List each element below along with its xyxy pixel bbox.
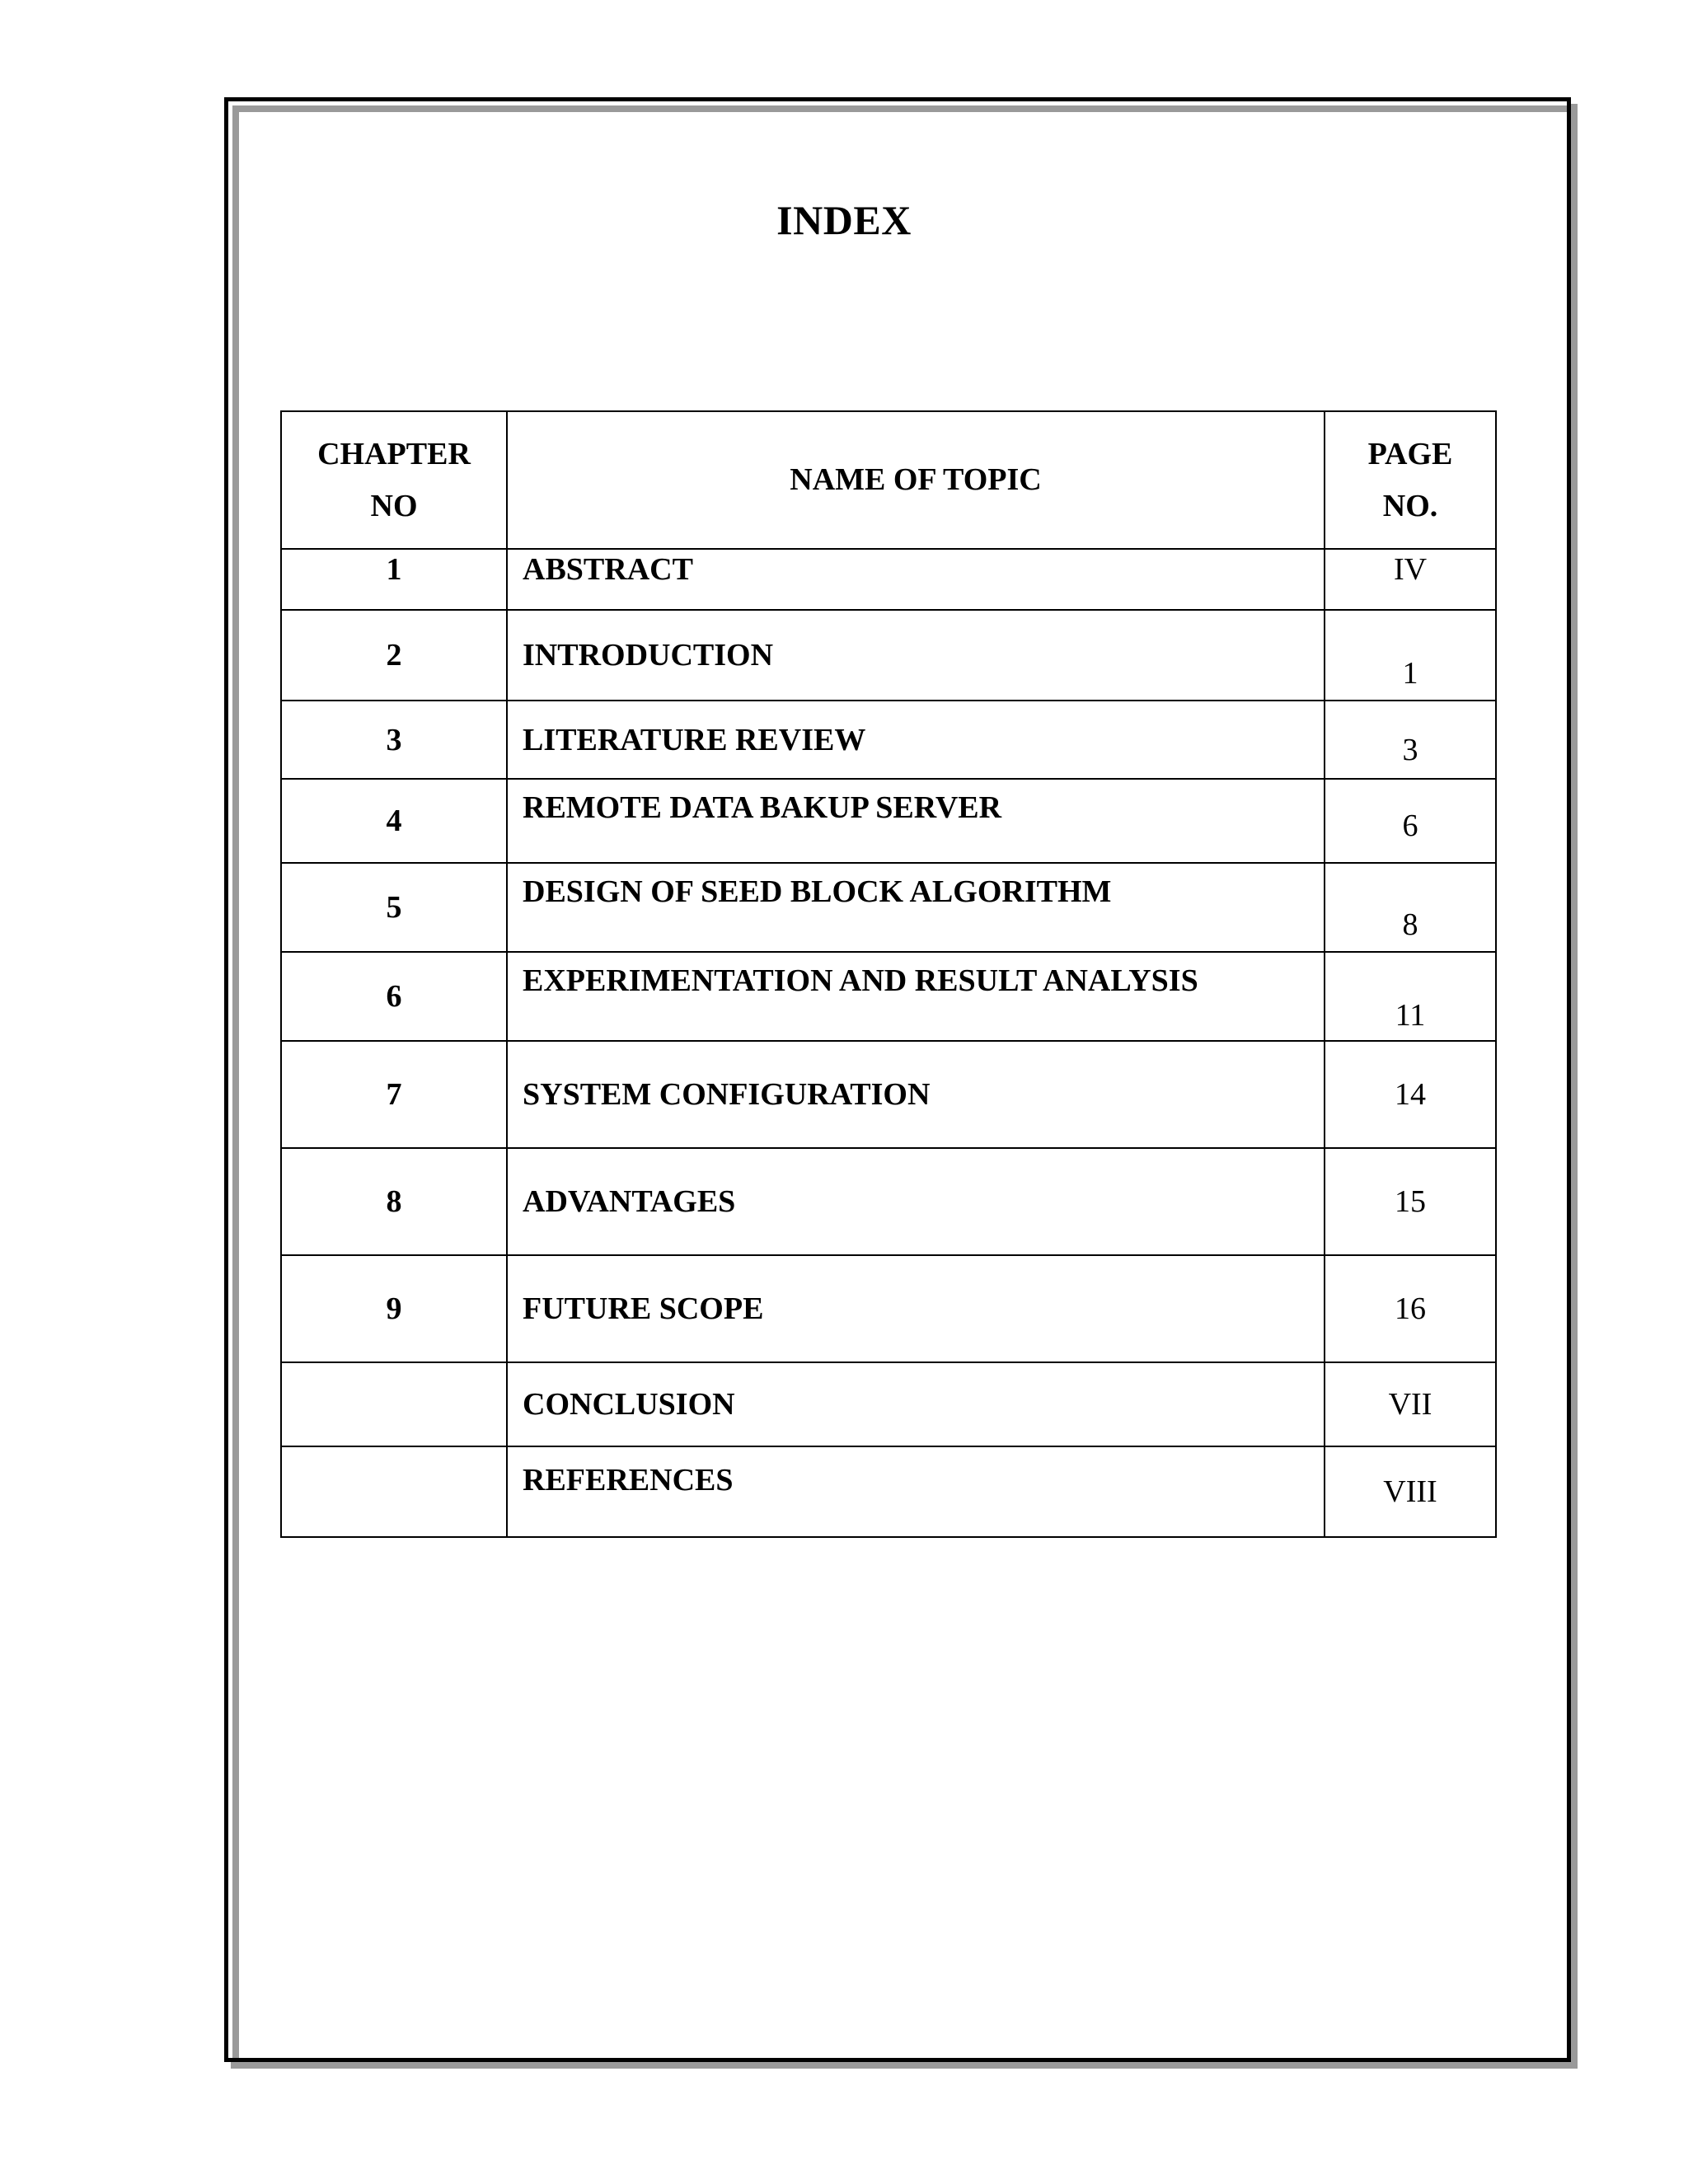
- page-title: INDEX: [776, 197, 912, 243]
- chapter-number: 1: [281, 549, 507, 610]
- chapter-number: 6: [281, 952, 507, 1041]
- page-number: 11: [1325, 952, 1496, 1041]
- topic-name: CONCLUSION: [507, 1362, 1325, 1446]
- chapter-number: 5: [281, 863, 507, 952]
- table-row: [281, 1446, 1496, 1537]
- topic-name: SYSTEM CONFIGURATION: [507, 1041, 1325, 1148]
- topic-name: INTRODUCTION: [507, 610, 1325, 701]
- table-header-row: [281, 411, 1496, 549]
- topic-name: REFERENCES: [507, 1446, 1325, 1537]
- chapter-number: 9: [281, 1255, 507, 1362]
- chapter-number: 7: [281, 1041, 507, 1148]
- chapter-number: 4: [281, 779, 507, 863]
- header-chapter-line2: NO: [370, 488, 418, 523]
- table-row: [281, 701, 1496, 779]
- page-number: 1: [1325, 610, 1496, 701]
- chapter-number: [281, 1362, 507, 1446]
- page-number: 6: [1325, 779, 1496, 863]
- page-number: IV: [1325, 549, 1496, 610]
- header-page-line2: NO.: [1382, 488, 1438, 523]
- page-number: 16: [1325, 1255, 1496, 1362]
- header-chapter-line1: CHAPTER: [317, 436, 471, 471]
- topic-name: ABSTRACT: [507, 549, 1325, 610]
- table-row: [281, 952, 1496, 1041]
- page-number: 14: [1325, 1041, 1496, 1148]
- chapter-number: 2: [281, 610, 507, 701]
- topic-name: LITERATURE REVIEW: [507, 701, 1325, 779]
- chapter-number: [281, 1446, 507, 1537]
- header-page: [1325, 411, 1496, 549]
- table-row: [281, 779, 1496, 863]
- topic-name: FUTURE SCOPE: [507, 1255, 1325, 1362]
- chapter-number: 8: [281, 1148, 507, 1255]
- page-number: 15: [1325, 1148, 1496, 1255]
- header-page-line1: PAGE: [1367, 436, 1453, 471]
- table-row: [281, 610, 1496, 701]
- header-chapter: [281, 411, 507, 549]
- table-row: [281, 1148, 1496, 1255]
- table-row: [281, 1362, 1496, 1446]
- page-number: 3: [1325, 701, 1496, 779]
- table-row: [281, 863, 1496, 952]
- table-row: [281, 1255, 1496, 1362]
- table-row: [281, 1041, 1496, 1148]
- topic-name: DESIGN OF SEED BLOCK ALGORITHM: [507, 863, 1325, 952]
- index-table: [280, 410, 1497, 1538]
- table-row: [281, 549, 1496, 610]
- topic-name: EXPERIMENTATION AND RESULT ANALYSIS: [507, 952, 1325, 1041]
- page-number: VII: [1325, 1362, 1496, 1446]
- topic-name: ADVANTAGES: [507, 1148, 1325, 1255]
- page-number: VIII: [1325, 1446, 1496, 1537]
- chapter-number: 3: [281, 701, 507, 779]
- index-table-body: [281, 549, 1496, 1537]
- header-topic: NAME OF TOPIC: [507, 411, 1325, 549]
- topic-name: REMOTE DATA BAKUP SERVER: [507, 779, 1325, 863]
- page-number: 8: [1325, 863, 1496, 952]
